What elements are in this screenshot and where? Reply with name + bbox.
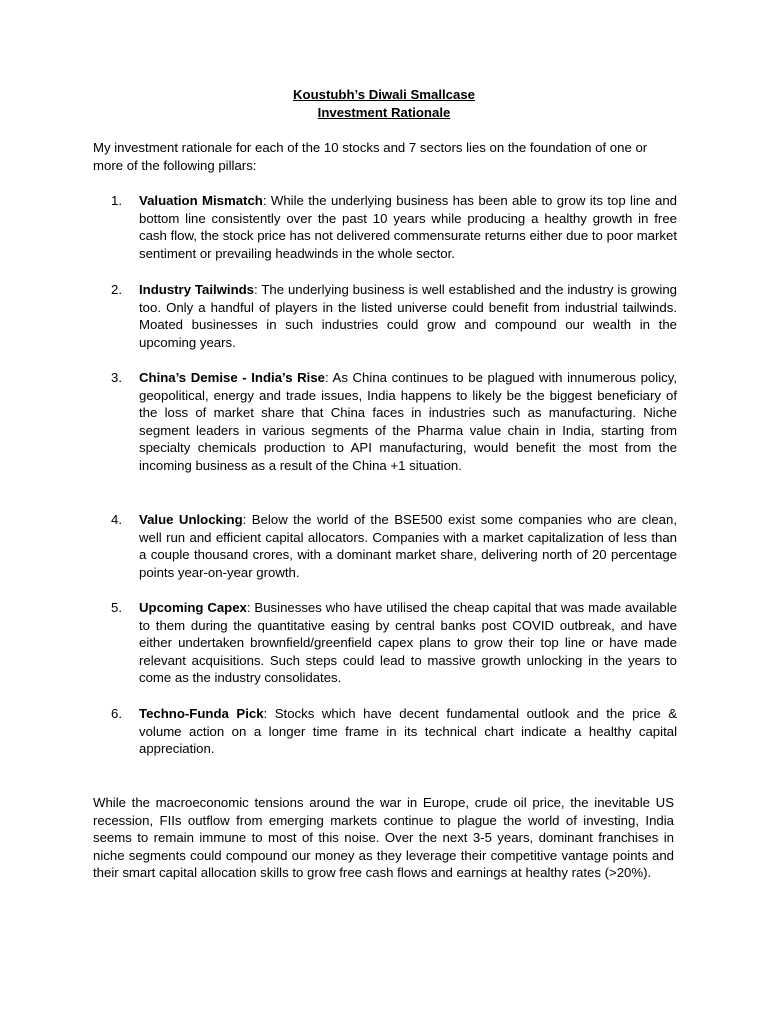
pillar-body — [139, 705, 677, 758]
pillar-body — [139, 599, 677, 687]
pillar-term: Valuation Mismatch — [139, 193, 263, 208]
pillar-value-unlocking — [111, 511, 677, 581]
pillar-number: 3. — [111, 370, 122, 385]
pillar-number: 5. — [111, 600, 122, 615]
pillar-text: : While the underlying business has been able to grow its top line and bottom line consistently over the past 10 years while producing a healthy growth in free cash flow, the stock price has not delivered commensurate returns either due to poor market sentiment or prevailing headwinds in the whole sector. — [139, 193, 677, 261]
pillar-number: 1. — [111, 193, 122, 208]
pillar-text: : Below the world of the BSE500 exist some companies who are clean, well run and efficient capital allocators. Companies with a market capitalization of less than a couple thousand crores, with a dominant market share, delivering north of 20 percentage points year-on-year growth. — [139, 512, 677, 580]
pillar-text: : As China continues to be plagued with innumerous policy, geopolitical, energy and trade issues, India happens to likely be the biggest beneficiary of the loss of market share that China faces in industries such as manufacturing. Niche segment leaders in various segments of the Pharma value chain in India, starting from specialty chemicals production to API manufacturing, would benefit the most from the incoming business as a result of the China +1 situation. — [139, 370, 677, 473]
pillar-valuation-mismatch — [111, 192, 677, 262]
pillar-body — [139, 369, 677, 475]
pillar-techno-funda-pick — [111, 705, 677, 758]
pillar-text: : Stocks which have decent fundamental outlook and the price & volume action on a longer time frame in its technical chart indicate a healthy capital appreciation. — [139, 706, 678, 757]
pillar-term: Industry Tailwinds — [139, 282, 255, 297]
intro-paragraph: My investment rationale for each of the 10 stocks and 7 sectors lies on the foundation of one or more of the following pillars: — [93, 140, 648, 173]
pillar-term: Techno-Funda Pick — [139, 706, 264, 721]
document-subtitle: Investment Rationale — [317, 105, 451, 120]
closing-paragraph: While the macroeconomic tensions around the war in Europe, crude oil price, the inevitable US recession, FIIs outflow from emerging markets continue to plague the world of investing, India seems to remain immune to most of this noise. Over the next 3-5 years, dominant franchises in niche segments could compound our money as they leverage their competitive vantage points and their smart capital allocation skills to grow free cash flows and earnings at healthy rates (>20%). — [93, 795, 674, 881]
pillar-china-demise-india-rise — [111, 369, 677, 475]
pillar-text: : The underlying business is well established and the industry is growing too. Only a handful of players in the listed universe could benefit from industrial tailwinds. Moated businesses in such industries could grow and compound our wealth in the upcoming years. — [139, 282, 677, 350]
document-title: Koustubh’s Diwali Smallcase — [293, 87, 475, 102]
pillar-term: Upcoming Capex — [139, 600, 247, 615]
pillar-body — [139, 281, 677, 351]
pillar-body — [139, 511, 677, 581]
pillar-body — [139, 192, 677, 262]
pillar-term: China’s Demise - India’s Rise — [139, 370, 325, 385]
pillar-number: 2. — [111, 282, 122, 297]
pillar-text: : Businesses who have utilised the cheap capital that was made available to them during the quantitative easing by central banks post COVID outbreak, and have either undertaken brownfield/greenfield capex plans to grow their top line or have made relevant acquisitions. Such steps could lead to massive growth unlocking in the years to come as the industry consolidates. — [139, 600, 678, 686]
pillar-number: 4. — [111, 512, 122, 527]
pillar-industry-tailwinds — [111, 281, 677, 351]
pillar-term: Value Unlocking — [139, 512, 243, 527]
pillar-upcoming-capex — [111, 599, 677, 687]
pillar-number: 6. — [111, 706, 122, 721]
